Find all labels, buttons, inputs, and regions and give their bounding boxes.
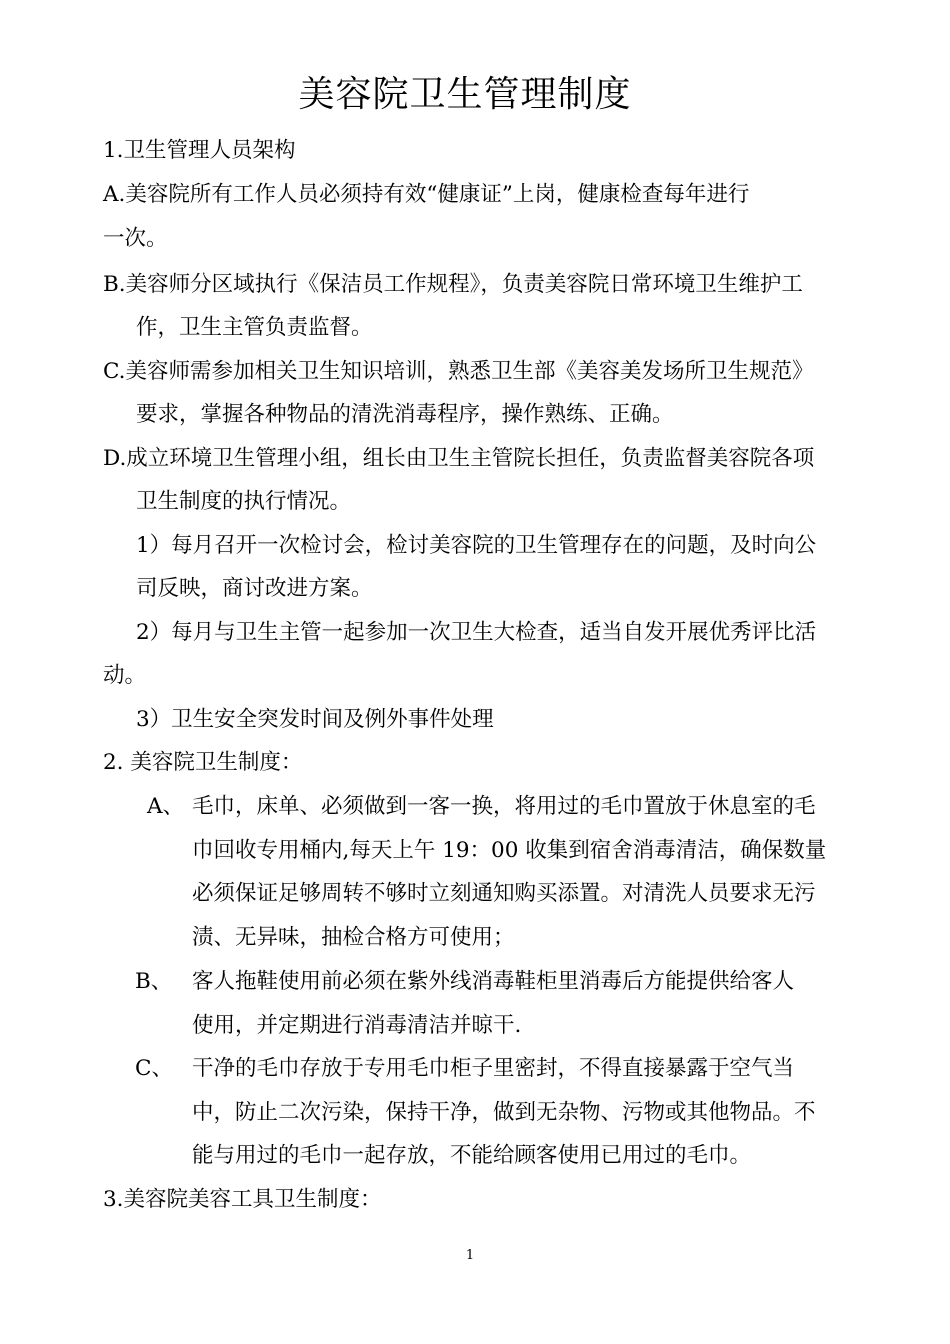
paragraph-line: 巾回收专用桶内,每天上午 19：00 收集到宿舍消毒清洁，确保数量	[192, 838, 827, 863]
paragraph-line: 要求，掌握各种物品的清洗消毒程序，操作熟练、正确。	[136, 402, 674, 427]
paragraph-line: 中，防止二次污染，保持干净，做到无杂物、污物或其他物品。不	[192, 1100, 816, 1125]
paragraph-line: 必须保证足够周转不够时立刻通知购买添置。对清洗人员要求无污	[192, 881, 816, 906]
paragraph-line: D.成立环境卫生管理小组，组长由卫生主管院长担任，负责监督美容院各项	[103, 446, 815, 471]
paragraph-line: 渍、无异味，抽检合格方可使用；	[192, 925, 515, 950]
paragraph-line: 2）每月与卫生主管一起参加一次卫生大检查，适当自发开展优秀评比活	[136, 620, 817, 645]
section-heading: 1.卫生管理人员架构	[103, 138, 296, 163]
paragraph-line: 毛巾，床单、必须做到一客一换，将用过的毛巾置放于休息室的毛	[192, 794, 816, 819]
paragraph-line: 能与用过的毛巾一起存放，不能给顾客使用已用过的毛巾。	[192, 1143, 752, 1168]
paragraph-line: 一次。	[103, 226, 168, 251]
paragraph-line: 干净的毛巾存放于专用毛巾柜子里密封，不得直接暴露于空气当	[192, 1056, 795, 1081]
paragraph-line: 司反映，商讨改进方案。	[136, 576, 373, 601]
section-heading: 2. 美容院卫生制度：	[103, 750, 303, 775]
paragraph-line: 卫生制度的执行情况。	[136, 489, 352, 514]
list-marker: B、	[135, 969, 173, 994]
paragraph-line: 使用，并定期进行消毒清洁并晾干.	[192, 1013, 522, 1038]
section-heading: 3.美容院美容工具卫生制度：	[103, 1187, 382, 1212]
paragraph-line: 1）每月召开一次检讨会，检讨美容院的卫生管理存在的问题，及时向公	[136, 533, 817, 558]
document-title: 美容院卫生管理制度	[298, 74, 632, 115]
paragraph-line: B.美容师分区域执行《保洁员工作规程》，负责美容院日常环境卫生维护工	[103, 272, 803, 297]
list-marker: A、	[147, 794, 185, 819]
list-marker: C、	[135, 1056, 173, 1081]
paragraph-line: A.美容院所有工作人员必须持有效“健康证”上岗，健康检查每年进行	[103, 182, 750, 207]
paragraph-line: 客人拖鞋使用前必须在紫外线消毒鞋柜里消毒后方能提供给客人	[192, 969, 795, 994]
paragraph-line: 作，卫生主管负责监督。	[136, 315, 373, 340]
paragraph-line: 动。	[103, 663, 147, 688]
paragraph-line: C.美容师需参加相关卫生知识培训，熟悉卫生部《美容美发场所卫生规范》	[103, 359, 814, 384]
page-number: 1	[465, 1248, 475, 1263]
paragraph-line: 3）卫生安全突发时间及例外事件处理	[136, 707, 494, 732]
